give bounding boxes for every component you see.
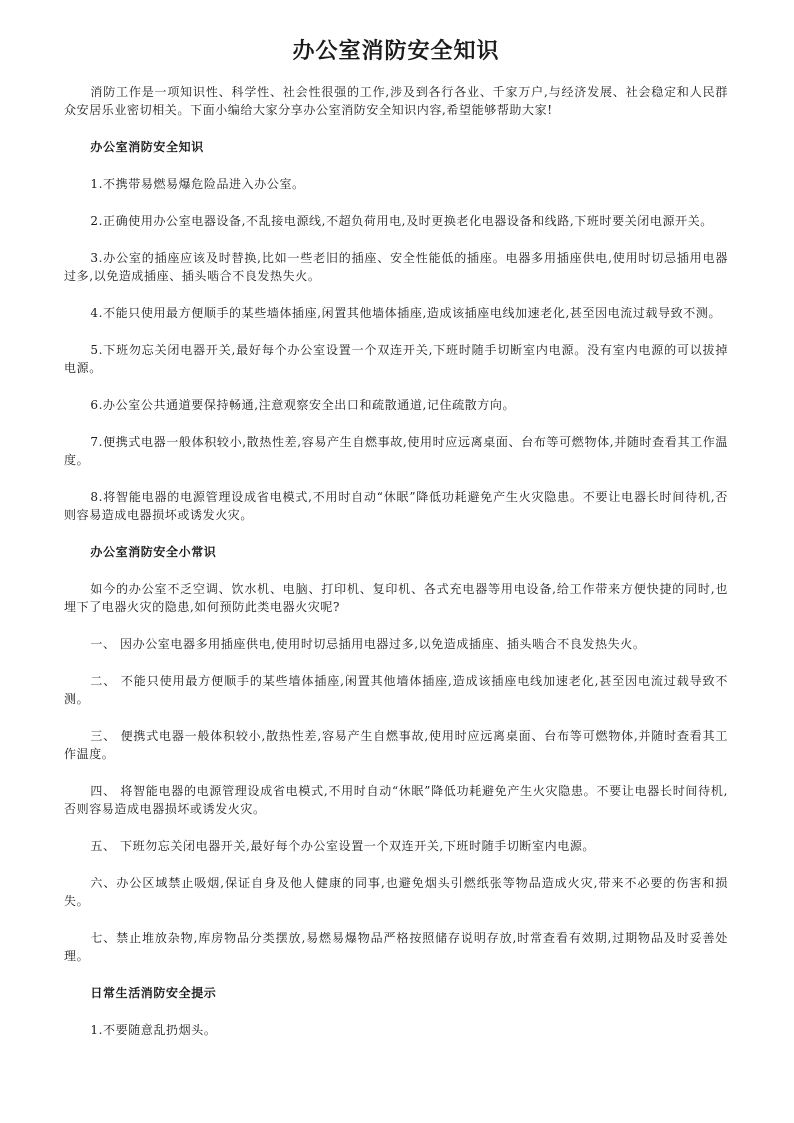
list-item: 1.不要随意乱扔烟头。 xyxy=(90,1023,217,1037)
section-heading-office-fire-knowledge: 办公室消防安全知识 xyxy=(90,140,204,154)
list-item: 四、 将智能电器的电源管理设成省电模式,不用时自动“休眠”降低功耗避免产生火灾隐患。不要让电器长时间待机,否则容易造成电器损坏或诱发火灾。 xyxy=(64,784,728,816)
section-heading-daily-fire-tips: 日常生活消防安全提示 xyxy=(90,986,217,1000)
list-item: 3.办公室的插座应该及时替换,比如一些老旧的插座、安全性能低的插座。电器多用插座供电,使用时切忌插用电器过多,以免造成插座、插头啮合不良发热失火。 xyxy=(64,251,728,283)
list-item: 一、 因办公室电器多用插座供电,使用时切忌插用电器过多,以免造成插座、插头啮合不良发热失火。 xyxy=(90,637,646,651)
section-intro-paragraph: 如今的办公室不乏空调、饮水机、电脑、打印机、复印机、各式充电器等用电设备,给工作带来方便快捷的同时,也埋下了电器火灾的隐患,如何预防此类电器火灾呢? xyxy=(64,582,728,614)
list-item: 5.下班勿忘关闭电器开关,最好每个办公室设置一个双连开关,下班时随手切断室内电源。没有室内电源的可以拔掉电源。 xyxy=(64,343,728,375)
list-item: 6.办公室公共通道要保持畅通,注意观察安全出口和疏散通道,记住疏散方向。 xyxy=(90,398,516,412)
list-item: 三、 便携式电器一般体积较小,散热性差,容易产生自燃事故,使用时应远离桌面、台布等可燃物体,并随时查看其工作温度。 xyxy=(64,729,728,761)
list-item: 7.便携式电器一般体积较小,散热性差,容易产生自燃事故,使用时应远离桌面、台布等可燃物体,并随时查看其工作温度。 xyxy=(64,435,728,467)
list-item: 4.不能只使用最方便顺手的某些墙体插座,闲置其他墙体插座,造成该插座电线加速老化,甚至因电流过载导致不测。 xyxy=(90,306,722,320)
document-page xyxy=(64,0,728,1058)
list-item: 二、 不能只使用最方便顺手的某些墙体插座,闲置其他墙体插座,造成该插座电线加速老化,甚至因电流过载导致不测。 xyxy=(64,674,728,706)
section-heading-office-fire-tips: 办公室消防安全小常识 xyxy=(90,545,217,559)
document-title: 办公室消防安全知识 xyxy=(292,39,500,64)
list-item: 六、办公区域禁止吸烟,保证自身及他人健康的同事,也避免烟头引燃纸张等物品造成火灾,带来不必要的伤害和损失。 xyxy=(64,876,728,908)
list-item: 8.将智能电器的电源管理设成省电模式,不用时自动“休眠”降低功耗避免产生火灾隐患。不要让电器长时间待机,否则容易造成电器损坏或诱发火灾。 xyxy=(64,490,728,522)
list-item: 五、 下班勿忘关闭电器开关,最好每个办公室设置一个双连开关,下班时随手切断室内电源。 xyxy=(90,839,596,853)
intro-paragraph: 消防工作是一项知识性、科学性、社会性很强的工作,涉及到各行各业、千家万户,与经济发展、社会稳定和人民群众安居乐业密切相关。下面小编给大家分享办公室消防安全知识内容,希望能够帮助大家! xyxy=(64,85,728,117)
list-item: 七、禁止堆放杂物,库房物品分类摆放,易燃易爆物品严格按照储存说明存放,时常查看有效期,过期物品及时妥善处理。 xyxy=(64,931,728,963)
list-item: 2.正确使用办公室电器设备,不乱接电源线,不超负荷用电,及时更换老化电器设备和线路,下班时要关闭电源开关。 xyxy=(90,214,713,228)
list-item: 1.不携带易燃易爆危险品进入办公室。 xyxy=(90,177,305,191)
